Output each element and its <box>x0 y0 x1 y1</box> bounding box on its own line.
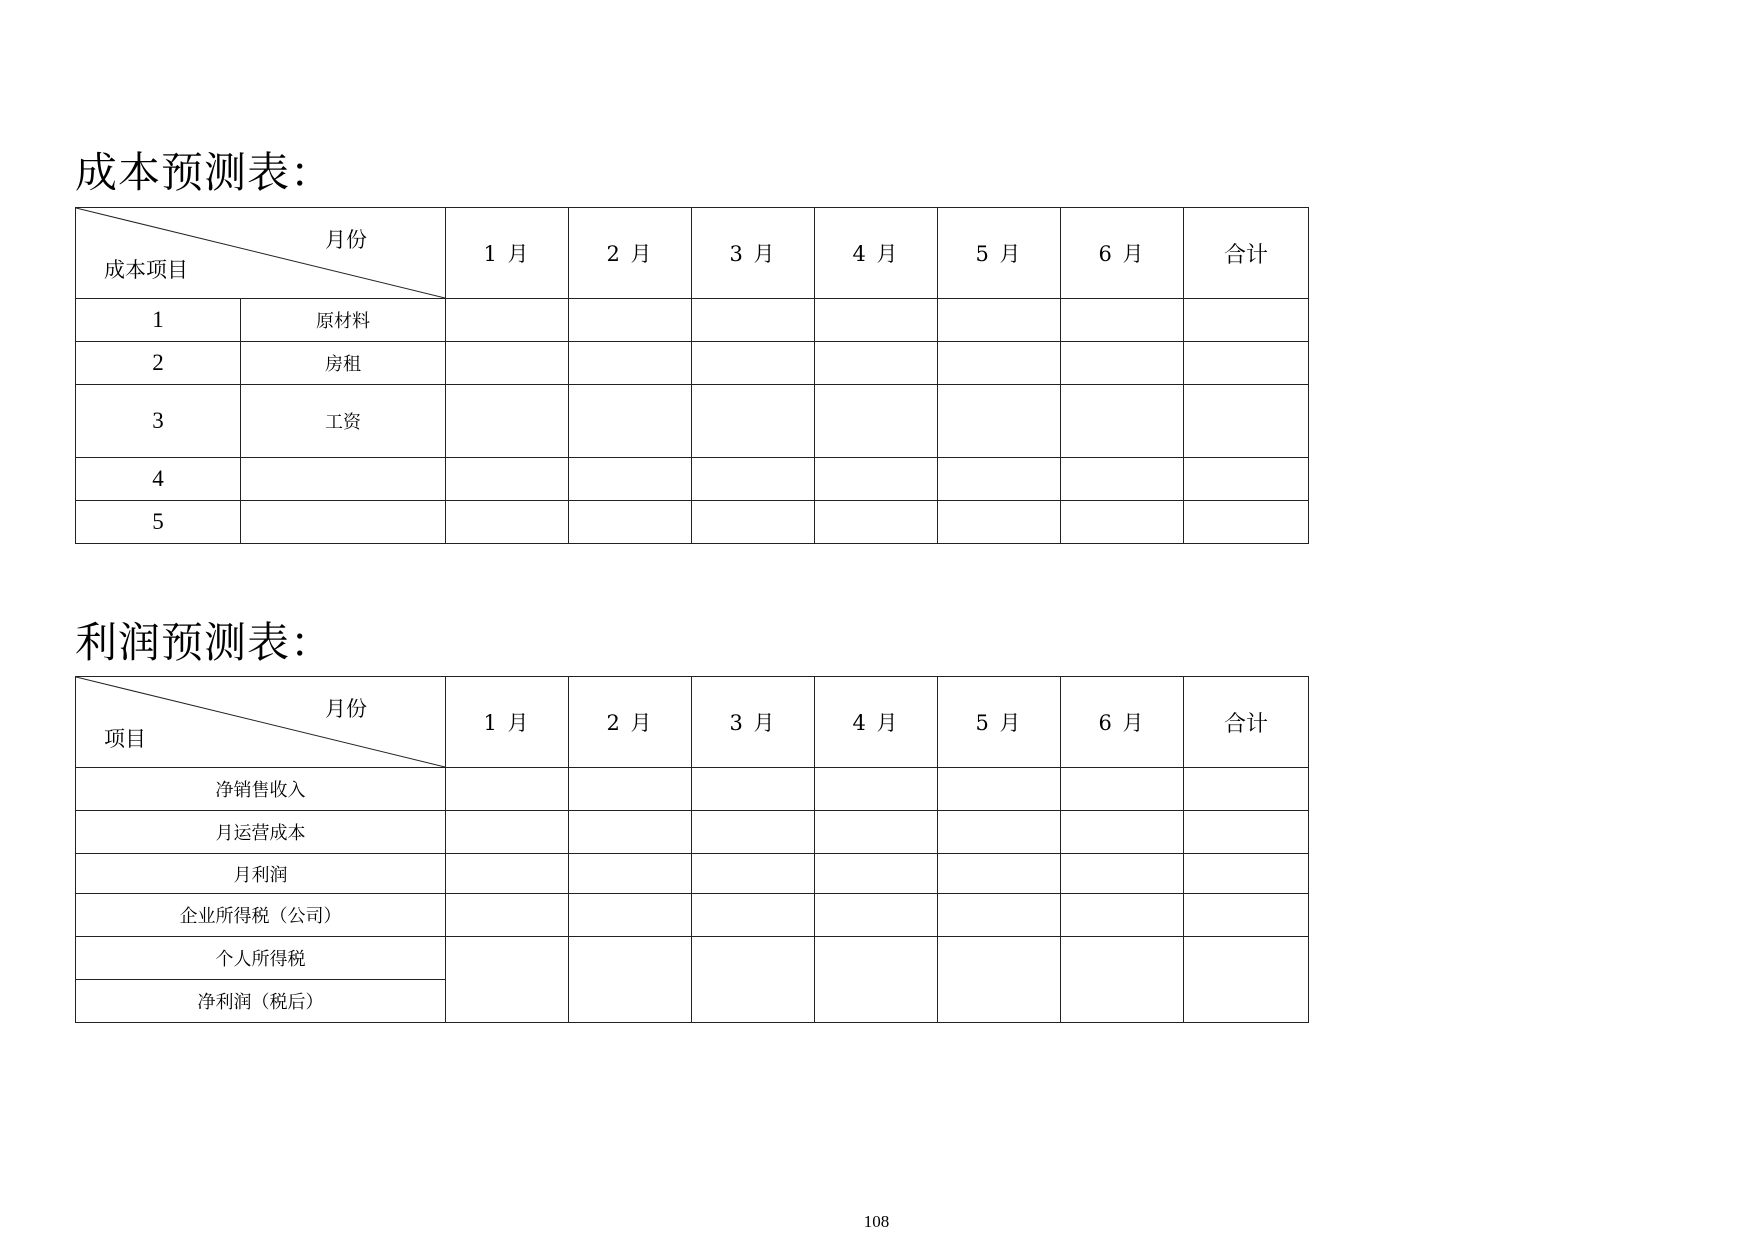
total-cell[interactable] <box>1184 501 1309 544</box>
month-header: 4 月 <box>815 677 938 768</box>
diagonal-header-cell <box>76 208 446 299</box>
value-cell[interactable] <box>815 299 938 342</box>
cost-item-name <box>241 501 446 544</box>
value-cell[interactable] <box>569 299 692 342</box>
total-cell[interactable] <box>1184 342 1309 385</box>
cost-item-name: 原材料 <box>241 299 446 342</box>
table-row <box>76 768 1309 811</box>
value-cell[interactable] <box>1061 768 1184 811</box>
value-cell[interactable] <box>569 458 692 501</box>
total-header: 合计 <box>1184 208 1309 299</box>
value-cell[interactable] <box>446 937 569 1023</box>
value-cell[interactable] <box>446 299 569 342</box>
table-row <box>76 501 1309 544</box>
value-cell[interactable] <box>569 385 692 458</box>
row-number: 2 <box>76 342 241 385</box>
profit-forecast-table <box>75 676 1309 1023</box>
month-header: 5 月 <box>938 208 1061 299</box>
value-cell[interactable] <box>692 501 815 544</box>
value-cell[interactable] <box>1061 299 1184 342</box>
cost-forecast-title: 成本预测表： <box>75 148 334 197</box>
value-cell[interactable] <box>1061 811 1184 854</box>
value-cell[interactable] <box>938 385 1061 458</box>
value-cell[interactable] <box>938 458 1061 501</box>
total-cell[interactable] <box>1184 299 1309 342</box>
item-header-label: 项目 <box>104 727 146 751</box>
value-cell[interactable] <box>938 894 1061 937</box>
cost-item-name: 工资 <box>241 385 446 458</box>
table-row <box>76 937 1309 980</box>
value-cell[interactable] <box>815 342 938 385</box>
value-cell[interactable] <box>692 768 815 811</box>
value-cell[interactable] <box>692 811 815 854</box>
page-number: 108 <box>863 1212 890 1231</box>
value-cell[interactable] <box>569 501 692 544</box>
month-header: 6 月 <box>1061 677 1184 768</box>
value-cell[interactable] <box>446 501 569 544</box>
value-cell[interactable] <box>938 854 1061 894</box>
month-header: 3 月 <box>692 208 815 299</box>
profit-item-name: 企业所得税（公司） <box>76 894 446 937</box>
value-cell[interactable] <box>446 342 569 385</box>
total-cell[interactable] <box>1184 385 1309 458</box>
profit-forecast-title: 利润预测表： <box>75 618 334 667</box>
diagonal-line <box>76 208 445 298</box>
month-header: 6 月 <box>1061 208 1184 299</box>
month-header: 4 月 <box>815 208 938 299</box>
total-cell[interactable] <box>1184 937 1309 1023</box>
table-row <box>76 458 1309 501</box>
table-row <box>76 854 1309 894</box>
value-cell[interactable] <box>815 854 938 894</box>
value-cell[interactable] <box>569 854 692 894</box>
table-row <box>76 811 1309 854</box>
value-cell[interactable] <box>1061 501 1184 544</box>
value-cell[interactable] <box>938 342 1061 385</box>
value-cell[interactable] <box>446 385 569 458</box>
profit-item-name: 月利润 <box>76 854 446 894</box>
profit-header-row <box>76 677 1309 768</box>
diagonal-line <box>76 677 445 767</box>
value-cell[interactable] <box>815 894 938 937</box>
value-cell[interactable] <box>569 342 692 385</box>
total-cell[interactable] <box>1184 768 1309 811</box>
month-header-label: 月份 <box>325 697 367 721</box>
total-cell[interactable] <box>1184 854 1309 894</box>
value-cell[interactable] <box>692 299 815 342</box>
month-header: 2 月 <box>569 208 692 299</box>
value-cell[interactable] <box>446 811 569 854</box>
value-cell[interactable] <box>815 458 938 501</box>
value-cell[interactable] <box>1061 854 1184 894</box>
cost-item-header-label: 成本项目 <box>104 258 188 282</box>
total-header: 合计 <box>1184 677 1309 768</box>
diagonal-header-cell <box>76 677 446 768</box>
value-cell[interactable] <box>692 342 815 385</box>
value-cell[interactable] <box>692 385 815 458</box>
value-cell[interactable] <box>1061 937 1184 1023</box>
value-cell[interactable] <box>692 854 815 894</box>
profit-item-name: 净利润（税后） <box>76 980 446 1023</box>
table-row <box>76 894 1309 937</box>
month-header: 1 月 <box>446 677 569 768</box>
month-header: 3 月 <box>692 677 815 768</box>
value-cell[interactable] <box>815 811 938 854</box>
profit-item-name: 个人所得税 <box>76 937 446 980</box>
value-cell[interactable] <box>692 894 815 937</box>
profit-item-name: 月运营成本 <box>76 811 446 854</box>
month-header-label: 月份 <box>325 228 367 252</box>
profit-item-name: 净销售收入 <box>76 768 446 811</box>
value-cell[interactable] <box>446 854 569 894</box>
value-cell[interactable] <box>569 937 692 1023</box>
value-cell[interactable] <box>938 768 1061 811</box>
row-number: 3 <box>76 385 241 458</box>
value-cell[interactable] <box>569 811 692 854</box>
total-cell[interactable] <box>1184 811 1309 854</box>
table-row <box>76 342 1309 385</box>
value-cell[interactable] <box>938 299 1061 342</box>
value-cell[interactable] <box>815 937 938 1023</box>
table-row <box>76 385 1309 458</box>
value-cell[interactable] <box>938 501 1061 544</box>
value-cell[interactable] <box>815 501 938 544</box>
value-cell[interactable] <box>938 811 1061 854</box>
value-cell[interactable] <box>1061 385 1184 458</box>
value-cell[interactable] <box>1061 458 1184 501</box>
table-row <box>76 299 1309 342</box>
month-header: 1 月 <box>446 208 569 299</box>
cost-forecast-table <box>75 207 1309 544</box>
month-header: 2 月 <box>569 677 692 768</box>
value-cell[interactable] <box>446 768 569 811</box>
value-cell[interactable] <box>1061 342 1184 385</box>
row-number: 1 <box>76 299 241 342</box>
cost-item-name: 房租 <box>241 342 446 385</box>
value-cell[interactable] <box>446 894 569 937</box>
value-cell[interactable] <box>692 937 815 1023</box>
value-cell[interactable] <box>569 768 692 811</box>
cost-item-name <box>241 458 446 501</box>
value-cell[interactable] <box>938 937 1061 1023</box>
total-cell[interactable] <box>1184 458 1309 501</box>
row-number: 5 <box>76 501 241 544</box>
cost-header-row <box>76 208 1309 299</box>
total-cell[interactable] <box>1184 894 1309 937</box>
value-cell[interactable] <box>1061 894 1184 937</box>
value-cell[interactable] <box>692 458 815 501</box>
value-cell[interactable] <box>815 385 938 458</box>
value-cell[interactable] <box>569 894 692 937</box>
month-header: 5 月 <box>938 677 1061 768</box>
row-number: 4 <box>76 458 241 501</box>
value-cell[interactable] <box>446 458 569 501</box>
value-cell[interactable] <box>815 768 938 811</box>
